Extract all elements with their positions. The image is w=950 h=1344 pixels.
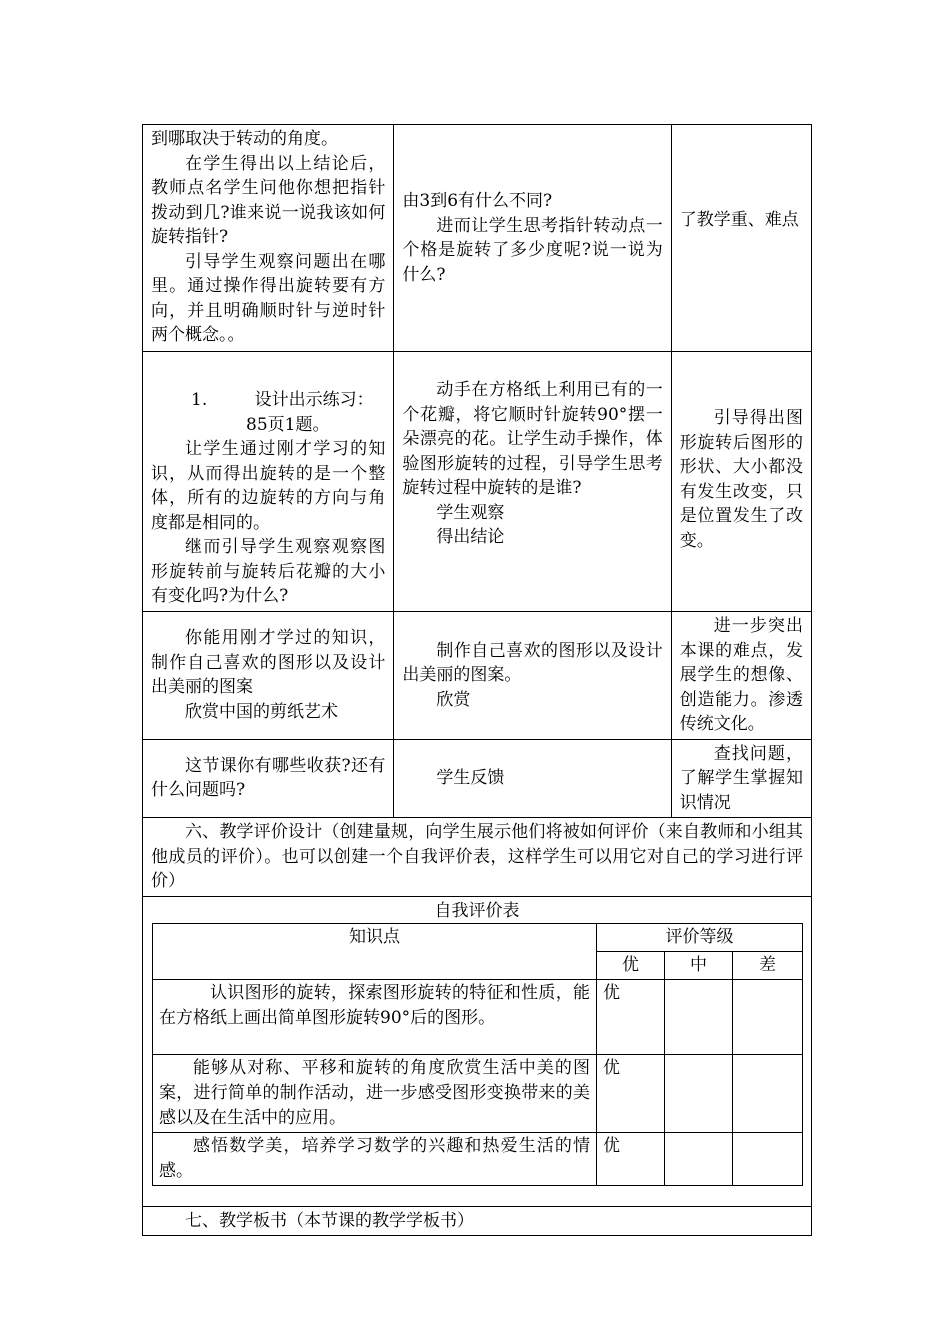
- table-row: [143, 352, 812, 612]
- teacher-activity-cell: [143, 612, 394, 740]
- teacher-activity-cell: [143, 125, 394, 352]
- eval-cell: [143, 896, 812, 1206]
- paragraph: 进而让学生思考指针转动点一个格是旋转了多少度呢?说一说为什么?: [402, 215, 663, 285]
- paragraph: 查找问题，了解学生掌握知识情况: [679, 743, 803, 813]
- paragraph: 了教学重、难点: [679, 210, 799, 230]
- lesson-plan-table: [142, 124, 812, 1236]
- section-row: [143, 1206, 812, 1236]
- grade-cell: [665, 979, 733, 1054]
- student-activity-cell: [394, 612, 671, 740]
- eval-table-title: 自我评价表: [434, 900, 520, 921]
- table-row: [153, 1132, 803, 1185]
- section-row: [143, 896, 812, 1206]
- table-header-row: [153, 923, 803, 951]
- paragraph: 在学生得出以上结论后，教师点名学生问他你想把指针拨动到几?谁来说一说我该如何旋转指针?: [151, 153, 386, 247]
- table-row: [153, 1054, 803, 1132]
- grade-header: 优: [597, 951, 665, 979]
- grade-cell: 优: [597, 1054, 665, 1132]
- grade-cell: [733, 1054, 803, 1132]
- paragraph: 动手在方格纸上利用已有的一个花瓣，将它顺时针旋转90°摆一朵漂亮的花。让学生动手操作，体验图形旋转的过程，引导学生思考旋转过程中旋转的是谁?: [402, 380, 663, 498]
- section-row: [143, 818, 812, 897]
- grade-cell: 优: [597, 1132, 665, 1185]
- table-row: [143, 739, 812, 818]
- grade-header: 中: [665, 951, 733, 979]
- design-intent-cell: [671, 125, 811, 352]
- paragraph: 欣赏: [436, 689, 471, 710]
- grade-cell: [733, 1132, 803, 1185]
- grade-cell: [733, 979, 803, 1054]
- paragraph: 让学生通过刚才学习的知识，从而得出旋转的是一个整体，所有的边旋转的方向与角度都是相同的。: [151, 439, 386, 533]
- grade-cell: [665, 1132, 733, 1185]
- paragraph: 学生反馈: [436, 768, 505, 788]
- design-intent-cell: [671, 739, 811, 818]
- header-grade: 评价等级: [597, 923, 803, 951]
- list-item-continuation: 85页1题。: [246, 414, 330, 435]
- paragraph: 由3到6有什么不同?: [402, 191, 553, 211]
- paragraph: 认识图形的旋转，探索图形旋转的特征和性质，能在方格纸上画出简单图形旋转90°后的图形。: [159, 982, 590, 1028]
- paragraph: 得出结论: [436, 527, 505, 547]
- section7-cell: [143, 1206, 812, 1236]
- paragraph: 引导得出图形旋转后图形的形状、大小都没有发生改变，只是位置发生了改变。: [679, 408, 803, 551]
- student-activity-cell: [394, 739, 671, 818]
- teacher-activity-cell: [143, 739, 394, 818]
- paragraph: 到哪取决于转动的角度。: [151, 129, 338, 149]
- paragraph: 学生观察: [436, 502, 505, 523]
- student-activity-cell: [394, 125, 671, 352]
- table-row: [143, 125, 812, 352]
- grade-cell: 优: [597, 979, 665, 1054]
- section6-cell: [143, 818, 812, 897]
- paragraph: 能够从对称、平移和旋转的角度欣赏生活中美的图案，进行简单的制作活动，进一步感受图形变换带来的美感以及在生活中的应用。: [159, 1057, 590, 1128]
- header-knowledge: 知识点: [153, 923, 597, 979]
- section6-heading: 六、教学评价设计（创建量规，向学生展示他们将被如何评价（来自教师和小组其他成员的评价）。也可以创建一个自我评价表，这样学生可以用它对自己的学习进行评价）: [151, 822, 803, 891]
- list-number: 1.: [191, 390, 208, 410]
- paragraph: 进一步突出本课的难点，发展学生的想像、创造能力。渗透传统文化。: [679, 616, 803, 734]
- paragraph: 继而引导学生观察观察图形旋转前与旋转后花瓣的大小有变化吗?为什么?: [151, 537, 386, 606]
- paragraph: 你能用刚才学过的知识，制作自己喜欢的图形以及设计出美丽的图案: [151, 628, 386, 698]
- paragraph: 这节课你有哪些收获?还有什么问题吗?: [151, 755, 386, 801]
- list-item: [151, 388, 385, 413]
- grade-header: 差: [733, 951, 803, 979]
- paragraph: 感悟数学美，培养学习数学的兴趣和热爱生活的情感。: [159, 1135, 590, 1181]
- student-activity-cell: [394, 352, 671, 612]
- knowledge-cell: [153, 1054, 597, 1132]
- paragraph: 制作自己喜欢的图形以及设计出美丽的图案。: [402, 640, 663, 685]
- knowledge-cell: [153, 1132, 597, 1185]
- paragraph: 引导学生观察问题出在哪里。通过操作得出旋转要有方向，并且明确顺时针与逆时针两个概念。。: [151, 251, 386, 345]
- knowledge-cell: [153, 979, 597, 1054]
- design-intent-cell: [671, 352, 811, 612]
- teacher-activity-cell: [143, 352, 394, 612]
- table-row: [153, 979, 803, 1054]
- table-row: [143, 612, 812, 740]
- grade-cell: [665, 1054, 733, 1132]
- self-eval-table: [152, 923, 803, 1186]
- paragraph: 欣赏中国的剪纸艺术: [185, 701, 338, 722]
- list-text: 设计出示练习：: [254, 390, 374, 410]
- design-intent-cell: [671, 612, 811, 740]
- section7-heading: 七、教学板书（本节课的教学学板书）: [185, 1210, 474, 1231]
